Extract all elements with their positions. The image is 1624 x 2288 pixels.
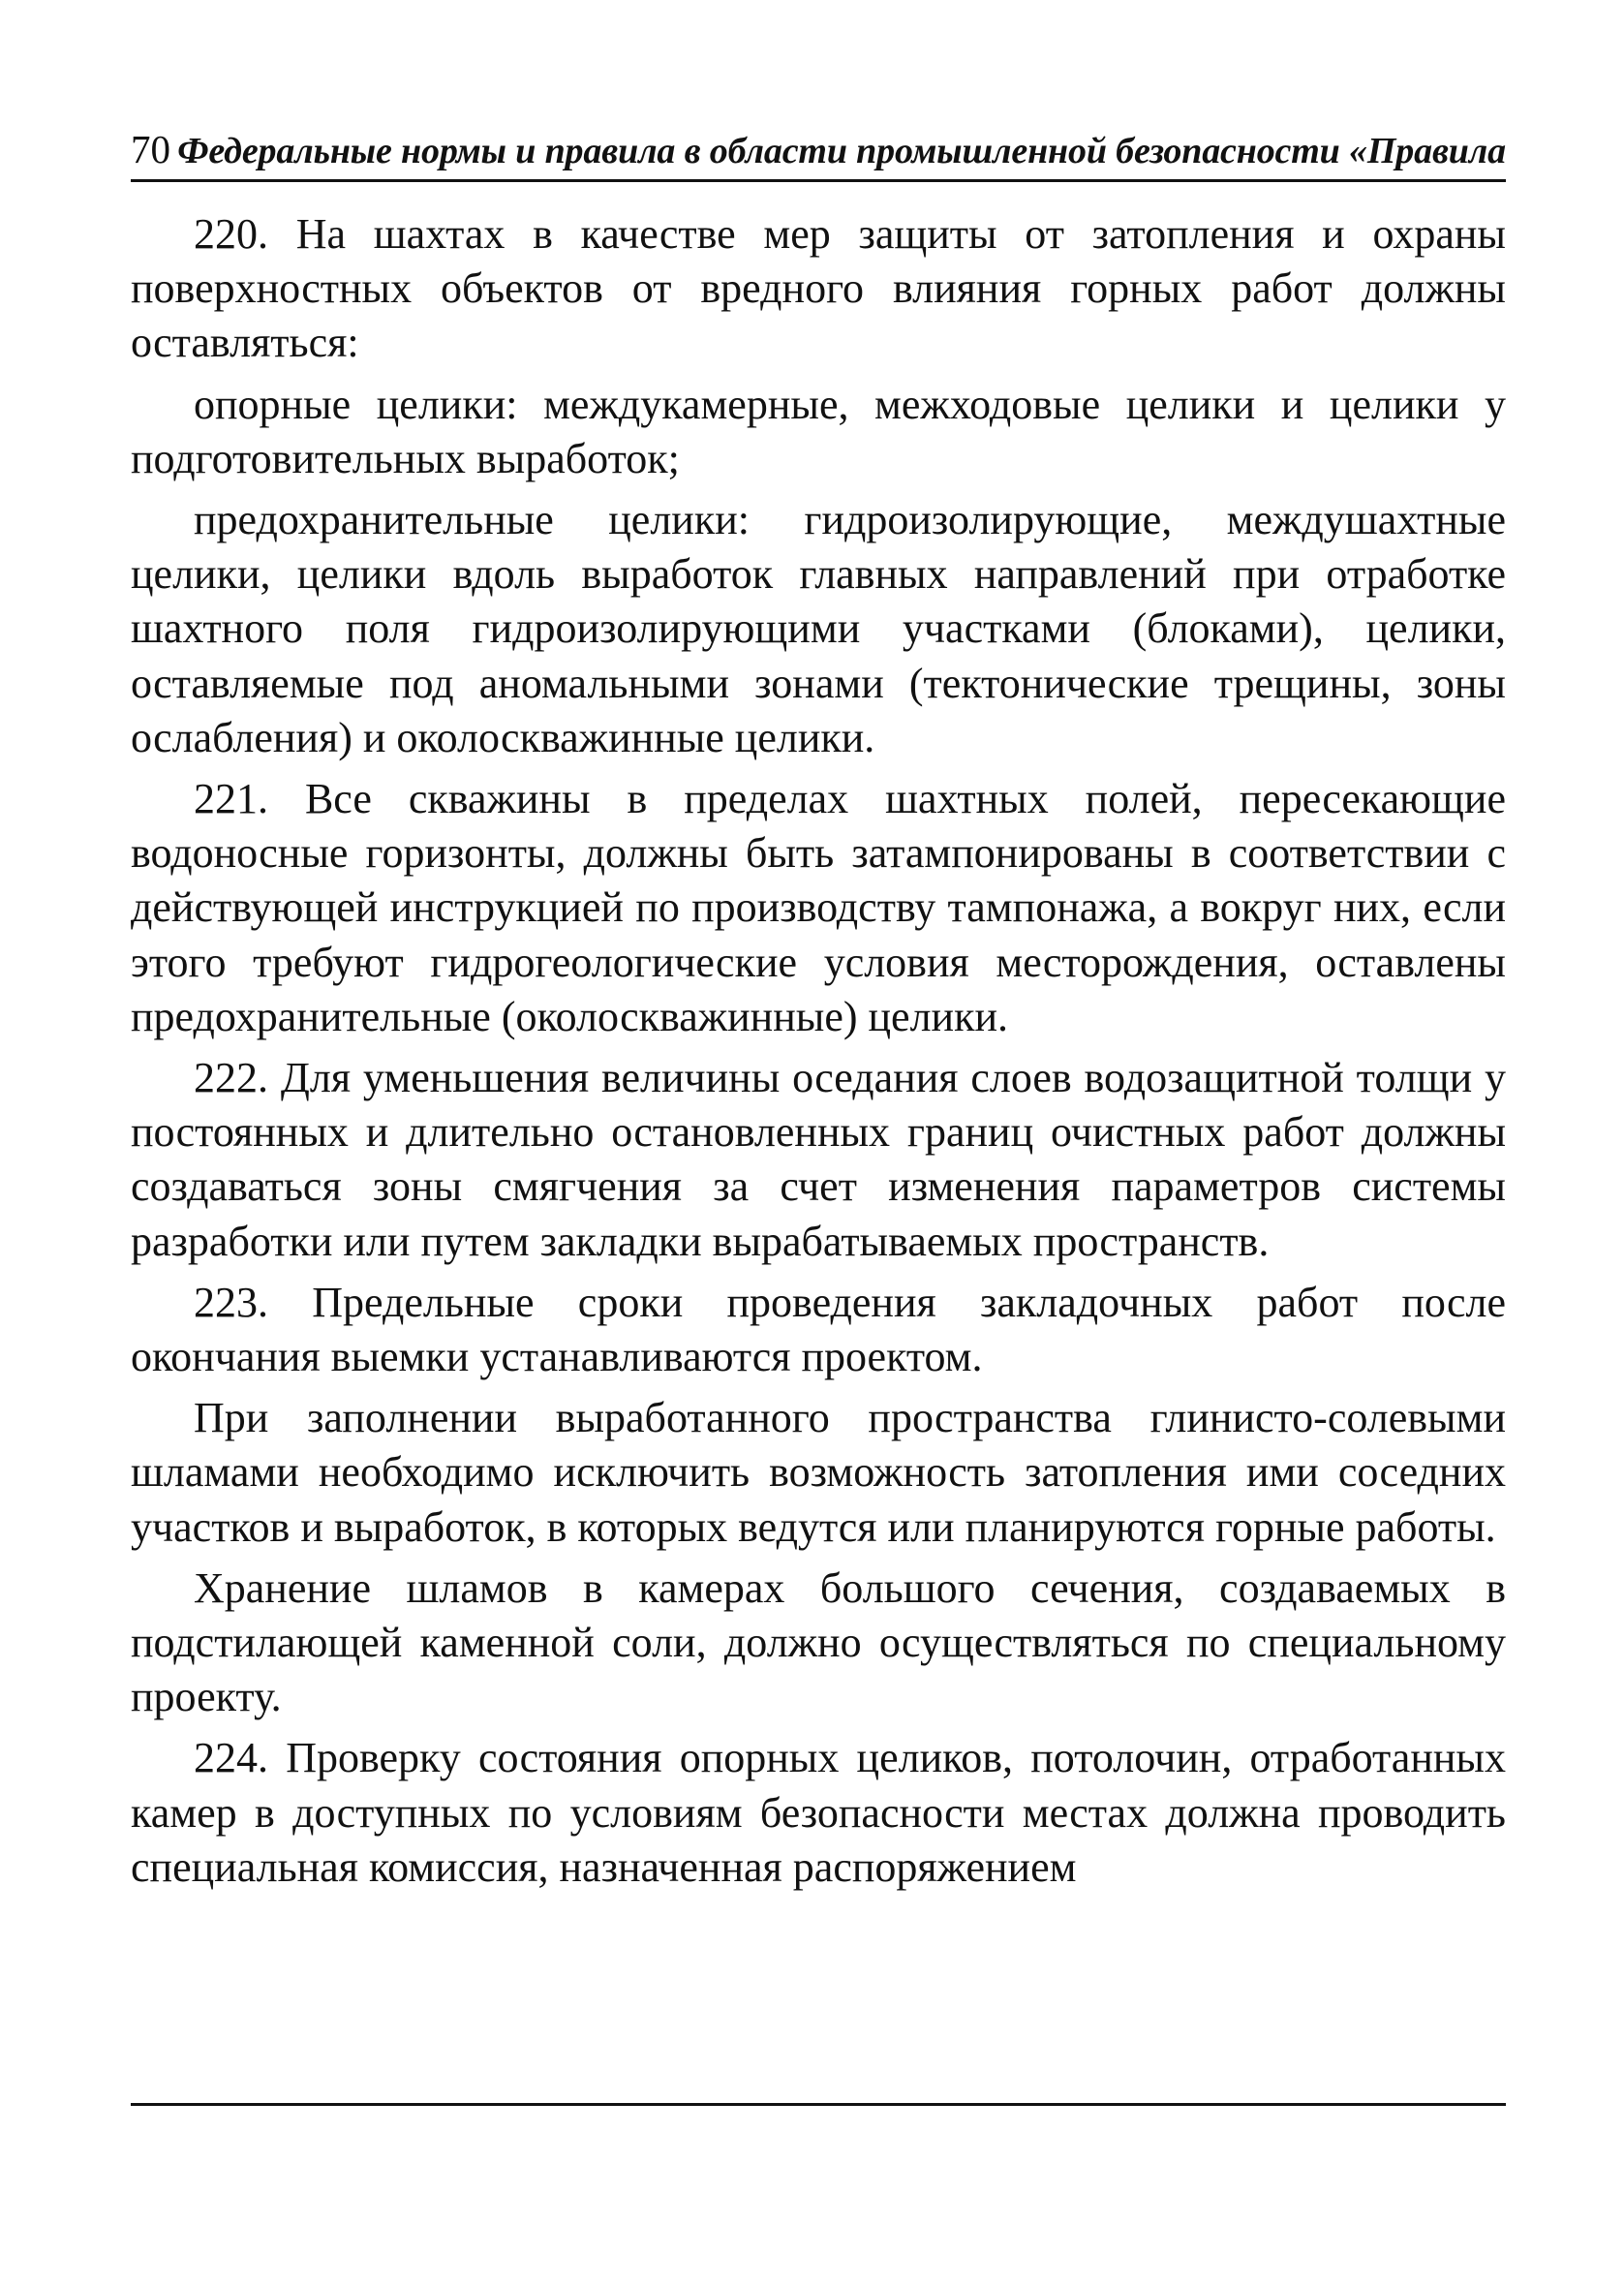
paragraph-slime-storage: Хранение шламов в камерах большого сечения, создаваемых в подстилающей каменной соли, должно осуществляться по специальному проекту. (131, 1563, 1506, 1721)
page-number: 70 (131, 127, 170, 171)
paragraph-223: 223. Предельные сроки проведения закладочных работ после окончания выемки устанавливаются проектом. (131, 1278, 1506, 1381)
running-title: Федеральные нормы и правила в области промышленной безопасности «Правила (177, 131, 1506, 171)
paragraph-222: 222. Для уменьшения величины оседания слоев водозащитной толщи у постоянных и длительно остановленных границ очистных работ должны создаваться зоны смягчения за счет изменения параметров системы разработки или путем закладки вырабатываемых пространств. (131, 1054, 1506, 1265)
paragraph-221: 221. Все скважины в пределах шахтных полей, пересекающие водоносные горизонты, должны быть затампонированы в соответствии с действующей инструкцией по производству тампонажа, а вокруг них, если этого требуют гидрогеологические условия месторождения, оставлены предохранительные (околоскважинные) целики. (131, 775, 1506, 1040)
paragraph-protective-pillars: предохранительные целики: гидроизолирующие, междушахтные целики, целики вдоль выработок главных направлений при отработке шахтного поля гидроизолирующими участками (блоками), целики, оставляемые под аномальными зонами (тектонические трещины, зоны ослабления) и околоскважинные целики. (131, 496, 1506, 761)
paragraph-slime-filling: При заполнении выработанного пространства глинисто-солевыми шламами необходимо исключить возможность затопления ими соседних участков и выработок, в которых ведутся или планируются горные работы. (131, 1394, 1506, 1551)
document-body (131, 207, 1506, 1902)
paragraph-220: 220. На шахтах в качестве мер защиты от затопления и охраны поверхностных объектов от вредного влияния горных работ должны оставляться: (131, 210, 1506, 367)
running-header (131, 124, 1506, 182)
bottom-divider (131, 2103, 1506, 2106)
paragraph-support-pillars: опорные целики: междукамерные, межходовые целики и целики у подготовительных выработок; (131, 380, 1506, 482)
paragraph-224: 224. Проверку состояния опорных целиков, потолочин, отработанных камер в доступных по условиям безопасности местах должна проводить специальная комиссия, назначенная распоряжением (131, 1734, 1506, 1891)
